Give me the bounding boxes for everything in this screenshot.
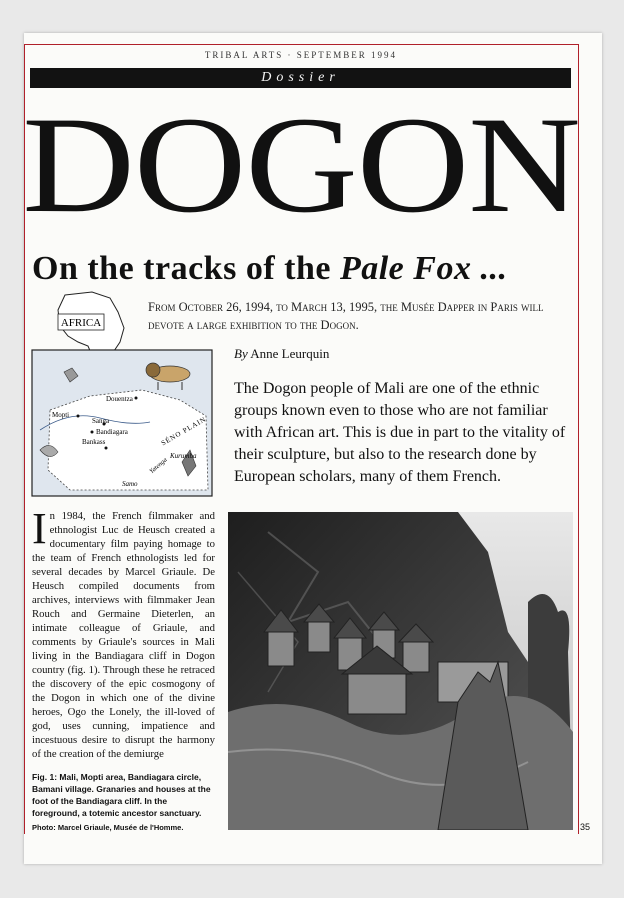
section-label: Dossier: [30, 68, 571, 88]
map-place-mopti: Mopti: [52, 411, 70, 419]
map-place-yatenga: Yatenga: [148, 456, 169, 476]
article-subtitle: [32, 250, 507, 288]
top-rule: [24, 44, 578, 45]
body-paragraph: n 1984, the French filmmaker and ethnologist Luc de Heusch created a documentary film paying homage to the team of French ethnologists led for several decades by Marcel Griaule. De Heusch compiled documents from archives, interviews with filmmaker Jean Rouch and Germaine Dieterlen, an intimate colleague of Griaule, and comments by Griaule's sources in Mali living in the Bandiagara cliff in Dogon country (fig. 1). Through these he retraced the discovery of the epic cosmogony of the Dogon in which one of the divine heroes, Ogo the Lonely, the ill-loved of god, uses cunning, impatience and incestuous desire to disrupt the harmony of the creation of the demiurge: [32, 510, 215, 760]
map-place-sanga: Sanga: [92, 417, 110, 425]
photo-credit: Photo: Marcel Griaule, Musée de l'Homme.: [32, 823, 184, 832]
photo-bandiagara-village: [228, 512, 573, 830]
article-dek: From October 26, 1994, to March 13, 1995, the Musée Dapper in Paris will devote a large exhibition to the Dogon.: [148, 300, 544, 332]
drop-cap: I: [32, 504, 47, 553]
byline-prefix: By: [234, 346, 248, 361]
body-column: [32, 504, 215, 761]
map-place-seno-plain: SÉNO PLAIN: [159, 415, 208, 448]
byline-author: Anne Leurquin: [250, 346, 330, 361]
map-place-bankass: Bankass: [82, 438, 106, 446]
subtitle-plain: On the tracks of the: [32, 250, 340, 287]
map-place-douentza: Douentza: [106, 395, 133, 403]
africa-label: AFRICA: [60, 317, 102, 329]
dogon-region: [48, 390, 208, 490]
map-place-samo: Samo: [122, 480, 138, 488]
running-head: TRIBAL ARTS · SEPTEMBER 1994: [204, 50, 398, 60]
subtitle-italic: Pale Fox ...: [339, 250, 508, 287]
lead-paragraph: The Dogon people of Mali are one of the ethnic groups known even to those who are not familiar with African art. This is due in part to the vitality of their sculpture, but also to the research done by European scholars, many of them French.: [234, 380, 566, 485]
article-title: DOGON: [22, 88, 580, 241]
map-place-bandiagara: Bandiagara: [96, 428, 128, 436]
figure-caption: Fig. 1: Mali, Mopti area, Bandiagara circle, Bamani village. Granaries and houses at the foot of the Bandiagara cliff. In the foreground, a totemic ancestor sanctuary.: [32, 772, 211, 818]
page-number: 35: [580, 822, 591, 832]
map-place-kurumba: Kurumba: [170, 452, 197, 460]
byline: [234, 346, 329, 362]
